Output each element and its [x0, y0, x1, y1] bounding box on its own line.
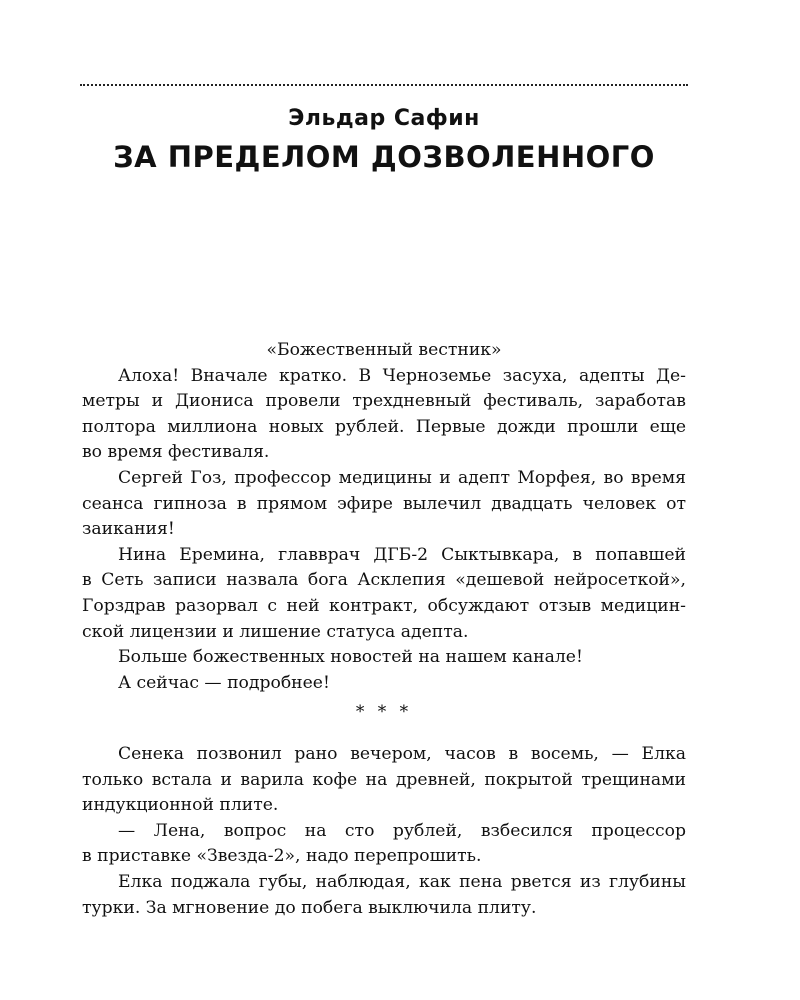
text-line: Елка поджала губы, наблюдая, как пена рвется из глубины	[118, 871, 686, 892]
author-name: Эльдар Сафин	[288, 106, 480, 131]
text-line: индукционной плите.	[82, 795, 279, 816]
text-line: ской лицензии и лишение статуса адепта.	[82, 621, 469, 642]
broadcast-heading: «Божественный вестник»	[266, 340, 502, 360]
text-line: А сейчас — подробнее!	[118, 672, 330, 693]
text-line: полтора миллиона новых рублей. Первые дожди прошли еще	[82, 416, 686, 437]
text-line: во время фестиваля.	[82, 442, 270, 463]
text-line: — Лена, вопрос на сто рублей, взбесился процессор	[118, 820, 686, 841]
text-line: Сенека позвонил рано вечером, часов в восемь, — Елка	[118, 744, 686, 764]
text-line: только встала и варила кофе на древней, покрытой трещинами	[82, 769, 686, 790]
story-section	[82, 742, 686, 921]
book-title: ЗА ПРЕДЕЛОМ ДОЗВОЛЕННОГО	[113, 140, 655, 174]
text-line: сеанса гипноза в прямом эфире вылечил двадцать человек от	[82, 493, 686, 514]
dotted-rule	[80, 84, 688, 86]
text-line: турки. За мгновение до побега выключила плиту.	[82, 897, 537, 918]
text-line: заикания!	[82, 519, 175, 540]
text-line: Алоха! Вначале кратко. В Черноземье засуха, адепты Де-	[118, 365, 686, 386]
text-line: Сергей Гоз, профессор медицины и адепт Морфея, во время	[118, 467, 686, 488]
broadcast-section	[82, 338, 686, 696]
text-line: в приставке «Звезда-2», надо перепрошить.	[82, 846, 482, 867]
section-separator: * * *	[355, 702, 413, 722]
text-line: Больше божественных новостей на нашем канале!	[118, 647, 583, 668]
text-line: в Сеть записи назвала бога Асклепия «дешевой нейросеткой»,	[82, 570, 686, 591]
text-line: Горздрав разорвал с ней контракт, обсуждают отзыв медицин-	[82, 595, 686, 616]
text-line: Нина Еремина, главврач ДГБ-2 Сыктывкара, в попавшей	[118, 544, 686, 565]
text-line: метры и Диониса провели трехдневный фестиваль, заработав	[82, 391, 686, 412]
